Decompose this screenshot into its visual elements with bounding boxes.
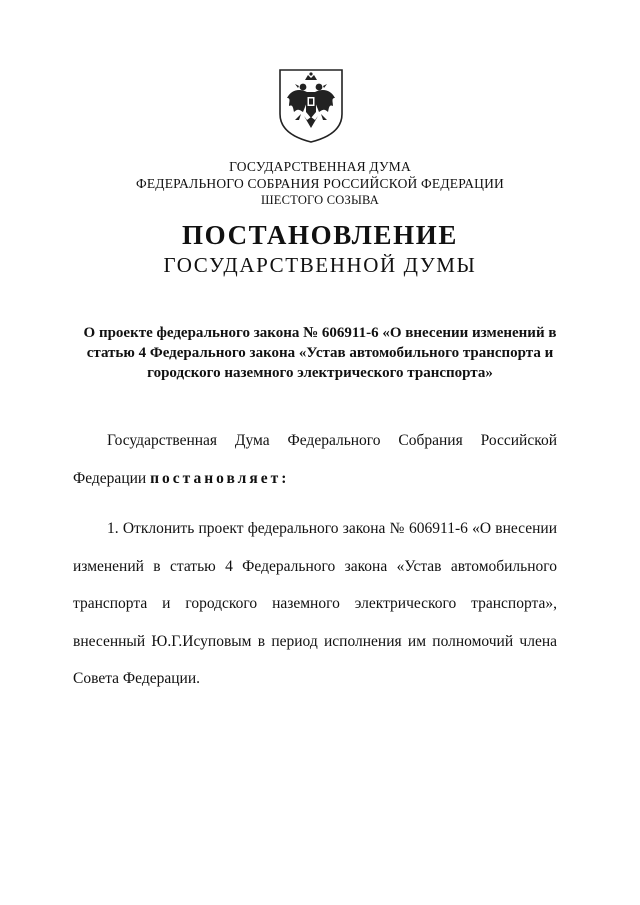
- intro-verb: постановляет:: [150, 469, 290, 487]
- org-line-1: ГОСУДАРСТВЕННАЯ ДУМА: [229, 159, 411, 174]
- document-subject: О проекте федерального закона № 606911-6 «О внесении изменений в статью 4 Федерального закона «Устав автомобильного транспорта и городского наземного электрического транспорта»: [83, 325, 557, 381]
- intro-text: Государственная Дума Федерального Собрания Российской Федерации: [73, 432, 557, 487]
- org-line-2: ФЕДЕРАЛЬНОГО СОБРАНИЯ РОССИЙСКОЙ ФЕДЕРАЦИИ: [136, 176, 504, 191]
- document-issuer-title: ГОСУДАРСТВЕННОЙ ДУМЫ: [163, 253, 477, 277]
- document-type-title: ПОСТАНОВЛЕНИЕ: [182, 220, 458, 250]
- org-line-3: ШЕСТОГО СОЗЫВА: [260, 193, 380, 207]
- item-1-paragraph: [73, 510, 557, 698]
- coat-of-arms-icon: [277, 68, 345, 144]
- item-1-text: 1. Отклонить проект федерального закона № 606911-6 «О внесении изменений в статью 4 Федерального закона «Устав автомобильного транспорта и городского наземного электрического транспорта», внесенный Ю.Г.Исуповым в период исполнения им полномочий члена Совета Федерации.: [73, 520, 557, 687]
- intro-paragraph: [73, 422, 557, 497]
